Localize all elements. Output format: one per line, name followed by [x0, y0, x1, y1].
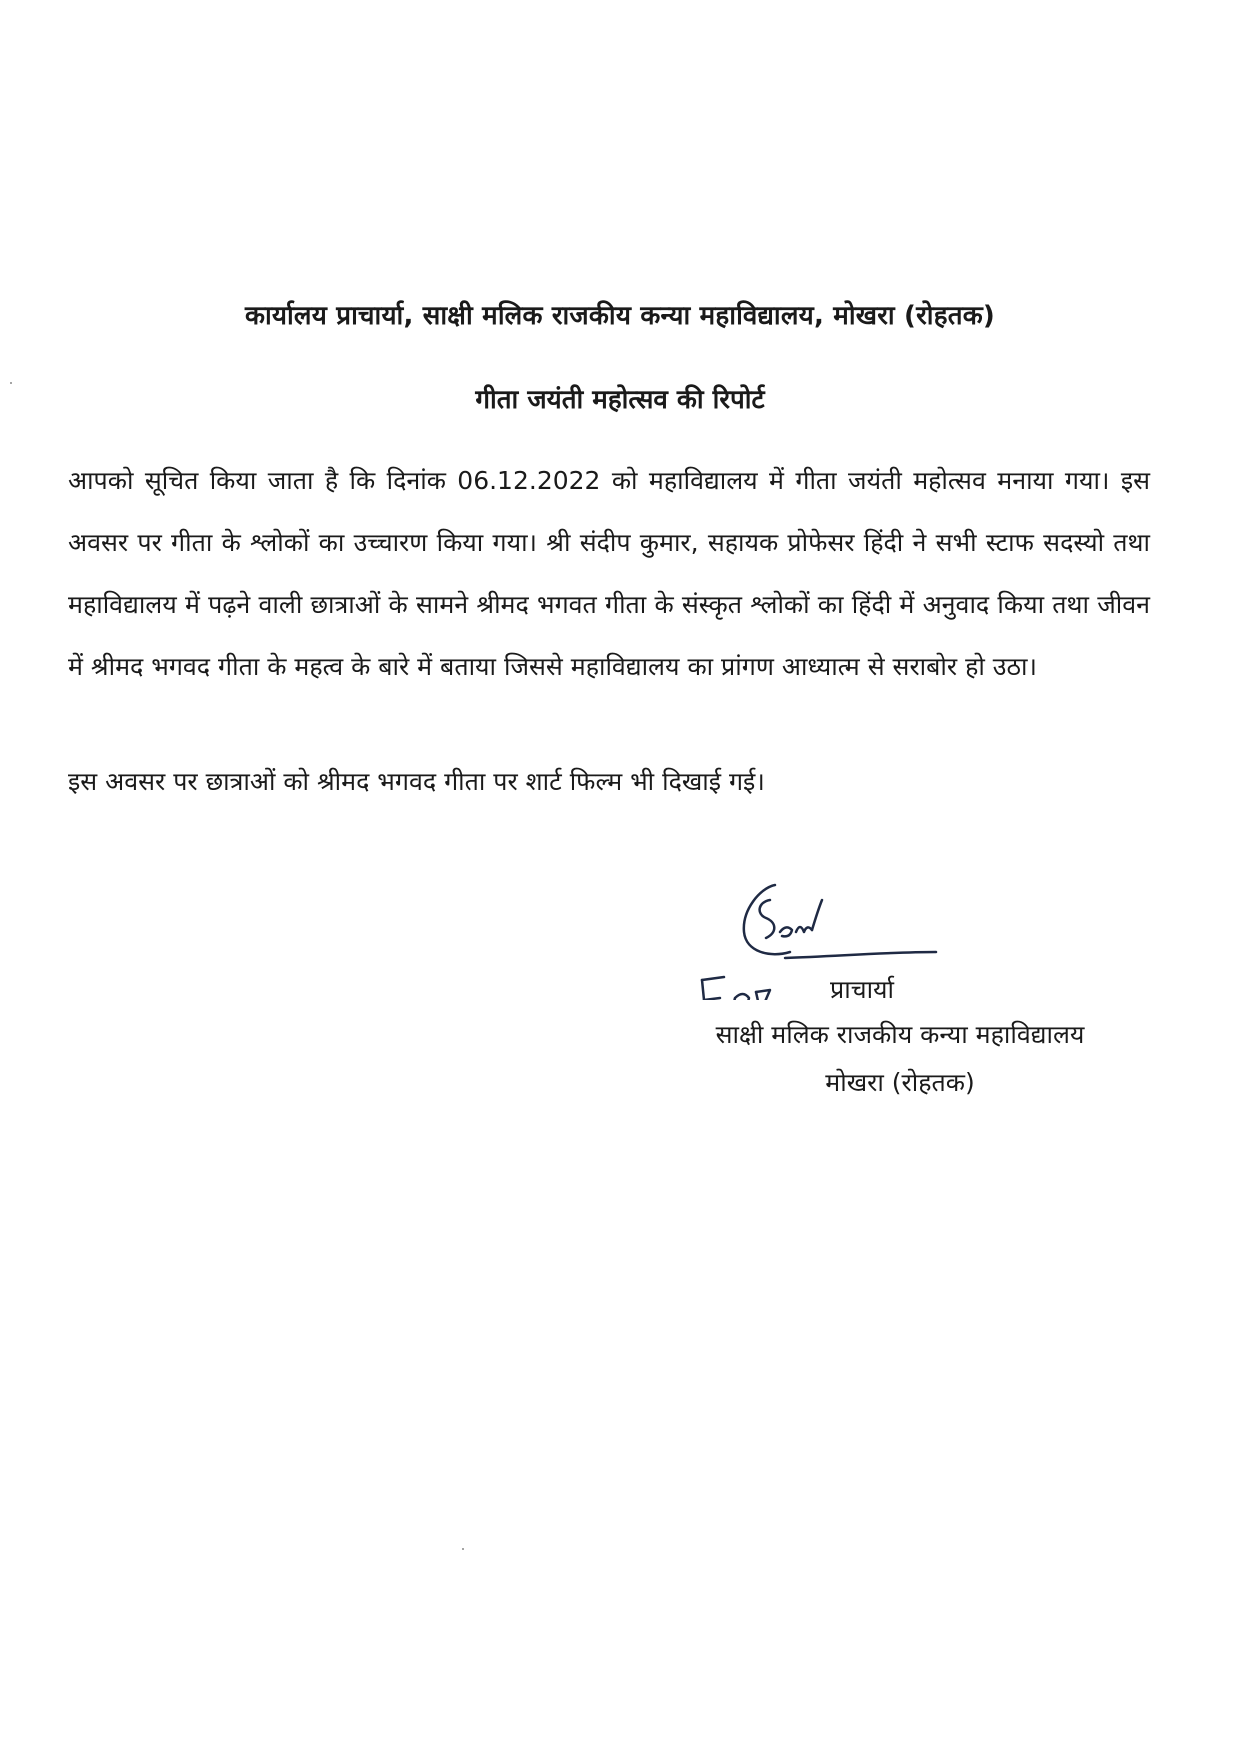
- handwritten-for-mark: [702, 977, 770, 1000]
- scan-speck: [462, 1548, 464, 1550]
- report-body-paragraph: आपको सूचित किया जाता है कि दिनांक 06.12.2022 को महाविद्यालय में गीता जयंती महोत्सव मनाया गया। इस अवसर पर गीता के श्लोकों का उच्चारण किया गया। श्री संदीप कुमार, सहायक प्रोफेसर हिंदी ने सभी स्टाफ सदस्यो तथा महाविद्यालय में पढ़ने वाली छात्राओं के सामने श्रीमद भगवत गीता के संस्कृत श्लोकों का हिंदी में अनुवाद किया तथा जीवन में श्रीमद भगवद गीता के महत्व के बारे में बताया जिससे महाविद्यालय का प्रांगण आध्यात्म से सराबोर हो उठा।: [68, 466, 1150, 681]
- signature-block: [620, 880, 1180, 1120]
- closing-paragraph: इस अवसर पर छात्राओं को श्रीमद भगवद गीता पर शार्ट फिल्म भी दिखाई गई।: [68, 767, 765, 796]
- signatory-place: मोखरा (रोहतक): [825, 1068, 975, 1097]
- office-heading: कार्यालय प्राचार्या, साक्षी मलिक राजकीय कन्या महाविद्यालय, मोखरा (रोहतक): [245, 301, 995, 331]
- report-title: गीता जयंती महोत्सव की रिपोर्ट: [475, 385, 765, 415]
- signature-initials: [744, 885, 936, 958]
- handwritten-signature: [620, 880, 1180, 1000]
- signatory-college: साक्षी मलिक राजकीय कन्या महाविद्यालय: [715, 1020, 1085, 1049]
- scan-speck: [10, 382, 12, 384]
- signatory-designation: प्राचार्या: [830, 975, 895, 1004]
